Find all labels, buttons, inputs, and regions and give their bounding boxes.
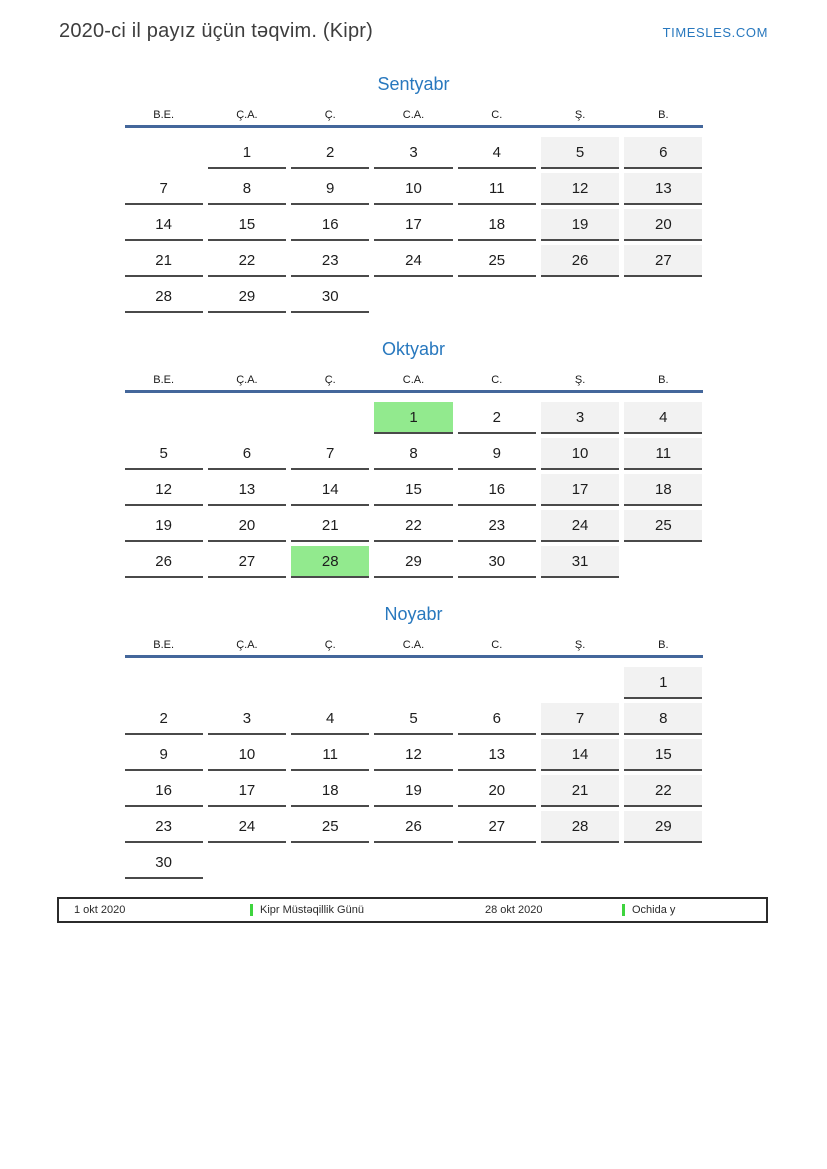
empty-cell bbox=[541, 667, 619, 699]
day-cell: 30 bbox=[125, 847, 203, 879]
day-header: Ç.A. bbox=[236, 639, 258, 651]
day-cell: 20 bbox=[208, 510, 286, 542]
day-cell: 15 bbox=[624, 739, 702, 771]
day-cell: 26 bbox=[541, 245, 619, 277]
day-cell: 14 bbox=[541, 739, 619, 771]
day-cell: 24 bbox=[208, 811, 286, 843]
day-cell: 26 bbox=[125, 546, 203, 578]
day-cell: 8 bbox=[208, 173, 286, 205]
day-cell: 6 bbox=[624, 137, 702, 169]
day-cell: 11 bbox=[458, 173, 536, 205]
day-header: Ş. bbox=[574, 639, 586, 651]
weeks bbox=[125, 658, 703, 879]
day-header: Ş. bbox=[574, 374, 586, 386]
day-cell: 17 bbox=[374, 209, 452, 241]
day-cell: 24 bbox=[374, 245, 452, 277]
day-cell: 13 bbox=[458, 739, 536, 771]
week-row bbox=[125, 506, 703, 542]
day-cell: 4 bbox=[291, 703, 369, 735]
day-cell: 7 bbox=[291, 438, 369, 470]
month-noyabr bbox=[125, 602, 703, 879]
day-header: B.E. bbox=[153, 639, 175, 651]
month-title: Oktyabr bbox=[381, 339, 446, 359]
day-header: Ç.A. bbox=[236, 374, 258, 386]
empty-cell bbox=[291, 847, 369, 879]
day-cell: 2 bbox=[458, 402, 536, 434]
empty-cell bbox=[125, 137, 203, 169]
day-cell: 15 bbox=[374, 474, 452, 506]
day-header: Ç. bbox=[324, 109, 336, 121]
day-cell: 27 bbox=[208, 546, 286, 578]
day-header: B. bbox=[658, 639, 669, 651]
week-row bbox=[125, 771, 703, 807]
calendar-months bbox=[125, 72, 703, 879]
month-oktyabr bbox=[125, 337, 703, 578]
day-cell: 6 bbox=[208, 438, 286, 470]
day-cell: 1 bbox=[624, 667, 702, 699]
week-row bbox=[125, 133, 703, 169]
week-row bbox=[125, 843, 703, 879]
day-cell: 17 bbox=[541, 474, 619, 506]
day-cell: 1 bbox=[208, 137, 286, 169]
day-cell: 12 bbox=[541, 173, 619, 205]
legend-label-1: Kipr Müstəqillik Günü bbox=[260, 904, 364, 916]
empty-cell bbox=[374, 847, 452, 879]
day-cell: 10 bbox=[208, 739, 286, 771]
holiday-marker-icon bbox=[622, 904, 625, 916]
day-cell: 29 bbox=[374, 546, 452, 578]
day-cell: 14 bbox=[291, 474, 369, 506]
day-cell: 18 bbox=[291, 775, 369, 807]
day-cell: 21 bbox=[125, 245, 203, 277]
empty-cell bbox=[624, 546, 702, 578]
day-cell: 2 bbox=[125, 703, 203, 735]
day-cell: 11 bbox=[291, 739, 369, 771]
empty-cell bbox=[374, 667, 452, 699]
empty-cell bbox=[458, 281, 536, 313]
day-header-row bbox=[125, 109, 703, 128]
day-cell: 25 bbox=[624, 510, 702, 542]
day-header: C.A. bbox=[402, 639, 425, 651]
day-cell: 19 bbox=[541, 209, 619, 241]
week-row bbox=[125, 398, 703, 434]
day-cell: 8 bbox=[374, 438, 452, 470]
day-cell: 6 bbox=[458, 703, 536, 735]
weeks bbox=[125, 393, 703, 578]
weeks bbox=[125, 128, 703, 313]
day-cell: 23 bbox=[458, 510, 536, 542]
day-cell: 21 bbox=[291, 510, 369, 542]
empty-cell bbox=[208, 402, 286, 434]
day-cell: 16 bbox=[125, 775, 203, 807]
day-cell: 20 bbox=[458, 775, 536, 807]
week-row bbox=[125, 470, 703, 506]
day-header: Ç. bbox=[324, 639, 336, 651]
day-cell: 10 bbox=[541, 438, 619, 470]
day-cell: 14 bbox=[125, 209, 203, 241]
day-cell: 30 bbox=[458, 546, 536, 578]
day-cell: 16 bbox=[291, 209, 369, 241]
legend-bar bbox=[57, 897, 768, 923]
day-cell: 19 bbox=[125, 510, 203, 542]
week-row bbox=[125, 205, 703, 241]
day-cell: 2 bbox=[291, 137, 369, 169]
day-cell: 9 bbox=[458, 438, 536, 470]
day-cell: 17 bbox=[208, 775, 286, 807]
day-header: Ş. bbox=[574, 109, 586, 121]
day-header: Ç.A. bbox=[236, 109, 258, 121]
day-cell: 25 bbox=[458, 245, 536, 277]
day-header: B.E. bbox=[153, 109, 175, 121]
day-header-row bbox=[125, 639, 703, 658]
day-header: C. bbox=[491, 639, 503, 651]
day-cell: 22 bbox=[208, 245, 286, 277]
empty-cell bbox=[291, 402, 369, 434]
month-title: Sentyabr bbox=[377, 74, 450, 94]
day-cell: 3 bbox=[541, 402, 619, 434]
week-row bbox=[125, 542, 703, 578]
day-cell: 24 bbox=[541, 510, 619, 542]
empty-cell bbox=[541, 847, 619, 879]
week-row bbox=[125, 169, 703, 205]
day-cell: 3 bbox=[374, 137, 452, 169]
legend-date-1: 1 okt 2020 bbox=[74, 904, 126, 916]
empty-cell bbox=[624, 281, 702, 313]
day-header: C.A. bbox=[402, 109, 425, 121]
empty-cell bbox=[624, 847, 702, 879]
day-header: Ç. bbox=[324, 374, 336, 386]
day-cell: 5 bbox=[541, 137, 619, 169]
day-cell: 29 bbox=[624, 811, 702, 843]
day-cell: 23 bbox=[291, 245, 369, 277]
day-cell: 27 bbox=[458, 811, 536, 843]
legend-item-2 bbox=[622, 899, 675, 921]
day-cell: 21 bbox=[541, 775, 619, 807]
day-cell: 26 bbox=[374, 811, 452, 843]
day-cell: 18 bbox=[624, 474, 702, 506]
day-cell: 13 bbox=[624, 173, 702, 205]
day-header: B.E. bbox=[153, 374, 175, 386]
day-header-row bbox=[125, 374, 703, 393]
week-row bbox=[125, 277, 703, 313]
day-cell: 7 bbox=[541, 703, 619, 735]
day-cell: 27 bbox=[624, 245, 702, 277]
day-cell: 18 bbox=[458, 209, 536, 241]
day-cell: 7 bbox=[125, 173, 203, 205]
month-sentyabr bbox=[125, 72, 703, 313]
week-row bbox=[125, 241, 703, 277]
day-header: C.A. bbox=[402, 374, 425, 386]
day-header: C. bbox=[491, 109, 503, 121]
day-cell: 12 bbox=[374, 739, 452, 771]
day-cell: 28 bbox=[541, 811, 619, 843]
empty-cell bbox=[458, 667, 536, 699]
legend-label-2: Ochida y bbox=[632, 904, 676, 916]
day-header: B. bbox=[658, 374, 669, 386]
empty-cell bbox=[208, 667, 286, 699]
legend-date-2: 28 okt 2020 bbox=[485, 904, 543, 916]
day-cell: 23 bbox=[125, 811, 203, 843]
week-row bbox=[125, 735, 703, 771]
legend-item-1 bbox=[250, 899, 364, 921]
day-cell: 19 bbox=[374, 775, 452, 807]
day-cell: 8 bbox=[624, 703, 702, 735]
empty-cell bbox=[125, 402, 203, 434]
empty-cell bbox=[458, 847, 536, 879]
day-cell: 1 bbox=[374, 402, 452, 434]
month-title: Noyabr bbox=[384, 604, 443, 624]
day-cell: 25 bbox=[291, 811, 369, 843]
day-cell: 12 bbox=[125, 474, 203, 506]
page-title: 2020-ci il payız üçün təqvim. (Kipr) bbox=[59, 20, 373, 42]
day-cell: 31 bbox=[541, 546, 619, 578]
week-row bbox=[125, 699, 703, 735]
empty-cell bbox=[208, 847, 286, 879]
day-header: C. bbox=[491, 374, 503, 386]
week-row bbox=[125, 434, 703, 470]
day-cell: 5 bbox=[125, 438, 203, 470]
week-row bbox=[125, 807, 703, 843]
day-cell: 13 bbox=[208, 474, 286, 506]
empty-cell bbox=[541, 281, 619, 313]
empty-cell bbox=[291, 667, 369, 699]
day-cell: 28 bbox=[125, 281, 203, 313]
day-cell: 4 bbox=[624, 402, 702, 434]
page-header bbox=[0, 0, 827, 60]
day-header: B. bbox=[658, 109, 669, 121]
day-cell: 22 bbox=[374, 510, 452, 542]
day-cell: 11 bbox=[624, 438, 702, 470]
day-cell: 29 bbox=[208, 281, 286, 313]
day-cell: 3 bbox=[208, 703, 286, 735]
empty-cell bbox=[125, 667, 203, 699]
day-cell: 22 bbox=[624, 775, 702, 807]
day-cell: 28 bbox=[291, 546, 369, 578]
day-cell: 10 bbox=[374, 173, 452, 205]
holiday-marker-icon bbox=[250, 904, 253, 916]
week-row bbox=[125, 663, 703, 699]
brand-link[interactable]: TIMESLES.COM bbox=[662, 25, 768, 40]
empty-cell bbox=[374, 281, 452, 313]
day-cell: 15 bbox=[208, 209, 286, 241]
day-cell: 20 bbox=[624, 209, 702, 241]
day-cell: 9 bbox=[125, 739, 203, 771]
day-cell: 5 bbox=[374, 703, 452, 735]
day-cell: 4 bbox=[458, 137, 536, 169]
day-cell: 30 bbox=[291, 281, 369, 313]
day-cell: 16 bbox=[458, 474, 536, 506]
day-cell: 9 bbox=[291, 173, 369, 205]
